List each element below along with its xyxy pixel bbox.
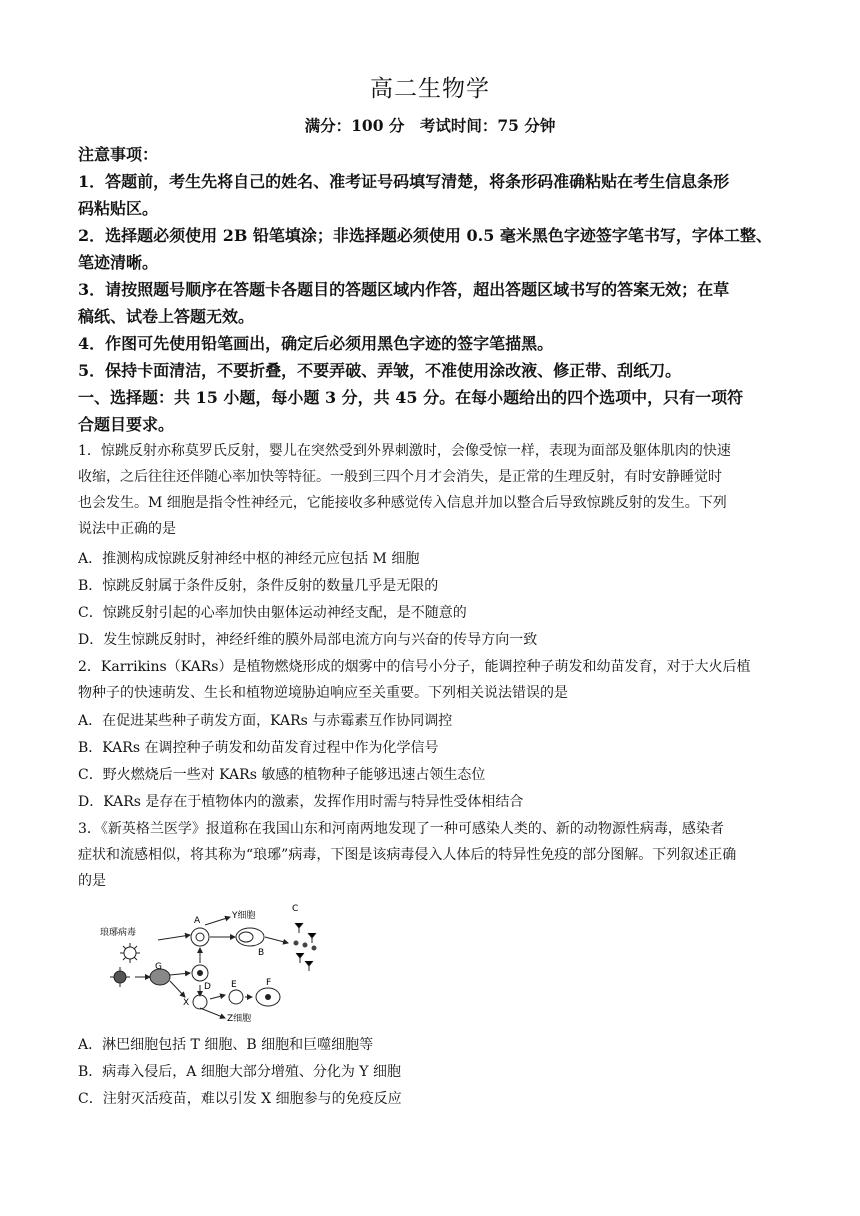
page-title: 高二生物学 xyxy=(370,76,490,102)
note-line: 码粘贴区。 xyxy=(78,199,159,218)
exam-info: 满分：100 分 考试时间：75 分钟 xyxy=(304,116,556,135)
question-2-stem: 2．Karrikins（KARs）是植物燃烧形成的烟雾中的信号小分子，能调控种子萌发和幼苗发育，对于大火后植 xyxy=(78,659,751,675)
section-heading: 一、选择题：共 15 小题，每小题 3 分，共 45 分。在每小题给出的四个选项中，只有一项符 xyxy=(78,388,744,407)
question-1-option-b: B．惊跳反射属于条件反射，条件反射的数量几乎是无限的 xyxy=(78,578,439,594)
notes-heading: 注意事项： xyxy=(78,145,159,164)
question-1-stem: 也会发生。M 细胞是指令性神经元，它能接收多种感觉传入信息并加以整合后导致惊跳反射的发生。下列 xyxy=(78,495,727,511)
label-f: F xyxy=(266,978,272,988)
question-3-option-b: B．病毒入侵后，A 细胞大部分增殖、分化为 Y 细胞 xyxy=(78,1064,401,1080)
label-e: E xyxy=(231,980,237,990)
question-2-option-b: B．KARs 在调控种子萌发和幼苗发育过程中作为化学信号 xyxy=(78,740,439,756)
label-y-cell: Y细胞 xyxy=(232,911,256,921)
label-g: G xyxy=(155,962,162,972)
antigen-icon xyxy=(294,941,317,951)
label-b: B xyxy=(258,948,265,958)
note-line: 1．答题前，考生先将自己的姓名、准考证号码填写清楚，将条形码准确粘贴在考生信息条形 xyxy=(78,172,730,191)
note-line: 3．请按照题号顺序在答题卡各题目的答题区域内作答，超出答题区域书写的答案无效；在草 xyxy=(78,280,730,299)
virus-label: 琅琊病毒 xyxy=(100,928,137,938)
virus-icon xyxy=(120,943,140,963)
question-1-option-d: D．发生惊跳反射时，神经纤维的膜外局部电流方向与兴奋的传导方向一致 xyxy=(78,632,538,648)
question-1-stem: 说法中正确的是 xyxy=(78,521,176,537)
section-heading: 合题目要求。 xyxy=(78,415,175,434)
label-x: X xyxy=(183,998,190,1008)
label-z-cell: Z细胞 xyxy=(227,1014,252,1023)
question-1-stem: 1．惊跳反射亦称莫罗氏反射，婴儿在突然受到外界刺激时，会像受惊一样，表现为面部及躯体肌肉的快速 xyxy=(78,443,731,459)
virus-icon xyxy=(110,967,130,987)
label-d: D xyxy=(204,982,211,992)
question-2-option-a: A．在促进某些种子萌发方面，KARs 与赤霉素互作协同调控 xyxy=(78,713,453,729)
label-a: A xyxy=(194,916,201,926)
question-1-stem: 收缩，之后往往还伴随心率加快等特征。一般到三四个月才会消失，是正常的生理反射，有时安静睡觉时 xyxy=(78,469,722,485)
immune-response-diagram xyxy=(100,893,325,1023)
note-line: 4．作图可先使用铅笔画出，确定后必须用黑色字迹的签字笔描黑。 xyxy=(78,334,554,353)
label-c: C xyxy=(292,904,299,914)
question-1-option-c: C．惊跳反射引起的心率加快由躯体运动神经支配，是不随意的 xyxy=(78,605,467,621)
question-3-stem: 症状和流感相似，将其称为“琅琊”病毒，下图是该病毒侵入人体后的特异性免疫的部分图解。下列叙述正确 xyxy=(78,847,737,863)
question-3-option-c: C．注射灭活疫苗，难以引发 X 细胞参与的免疫反应 xyxy=(78,1091,402,1107)
question-3-option-a: A．淋巴细胞包括 T 细胞、B 细胞和巨噬细胞等 xyxy=(78,1037,374,1053)
question-2-option-d: D．KARs 是存在于植物体内的激素，发挥作用时需与特异性受体相结合 xyxy=(78,794,524,810)
question-3-stem: 3．《新英格兰医学》报道称在我国山东和河南两地发现了一种可感染人类的、新的动物源性病毒，感染者 xyxy=(78,821,724,837)
question-3-stem: 的是 xyxy=(78,873,106,889)
question-1-option-a: A．推测构成惊跳反射神经中枢的神经元应包括 M 细胞 xyxy=(78,551,420,567)
note-line: 笔迹清晰。 xyxy=(78,253,159,272)
note-line: 2．选择题必须使用 2B 铅笔填涂；非选择题必须使用 0.5 毫米黑色字迹签字笔书写，字体工整、 xyxy=(78,226,772,245)
question-2-option-c: C．野火燃烧后一些对 KARs 敏感的植物种子能够迅速占领生态位 xyxy=(78,767,486,783)
note-line: 5．保持卡面清洁，不要折叠，不要弄破、弄皱，不准使用涂改液、修正带、刮纸刀。 xyxy=(78,361,682,380)
note-line: 稿纸、试卷上答题无效。 xyxy=(78,307,255,326)
question-2-stem: 物种子的快速萌发、生长和植物逆境胁迫响应至关重要。下列相关说法错误的是 xyxy=(78,685,568,701)
